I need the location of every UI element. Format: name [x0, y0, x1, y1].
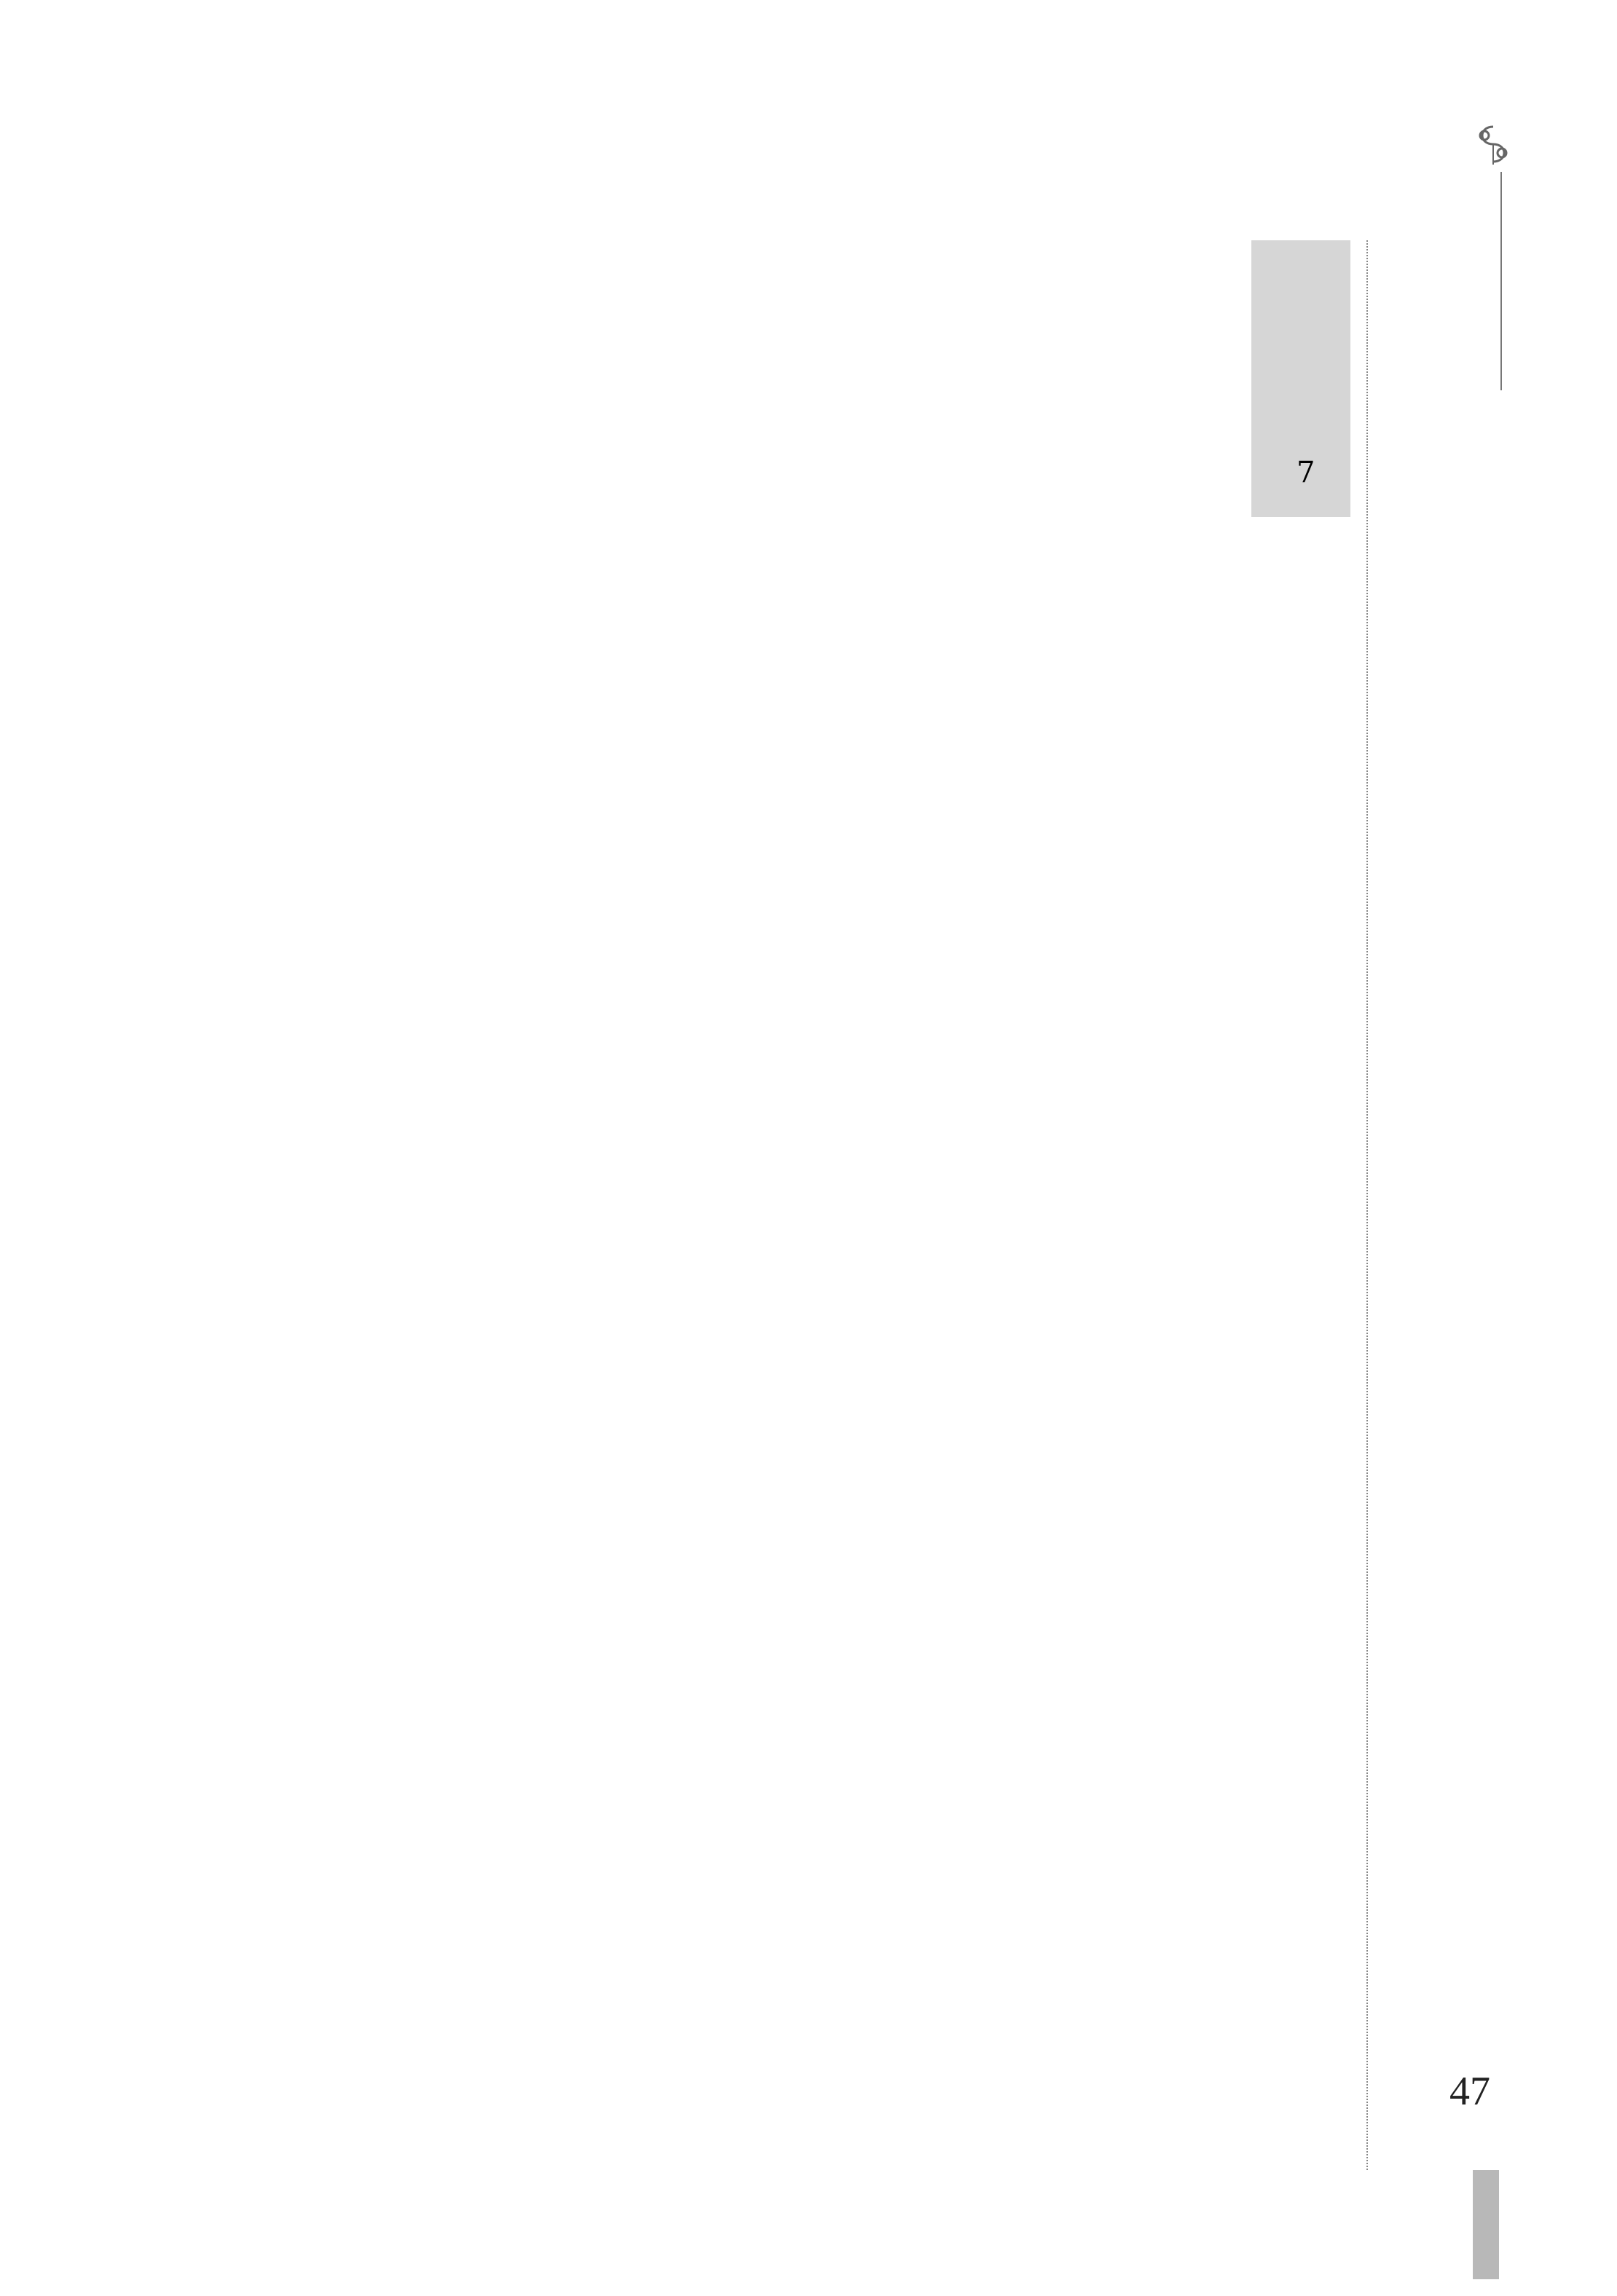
header-rule-line: [1500, 172, 1502, 390]
header-rule: [1463, 131, 1528, 495]
section-number: 7: [1297, 456, 1315, 489]
header-dotted-divider: [1366, 240, 1368, 2170]
page-number: 47: [1449, 2069, 1490, 2114]
page-edge-tab: [1473, 2170, 1499, 2279]
